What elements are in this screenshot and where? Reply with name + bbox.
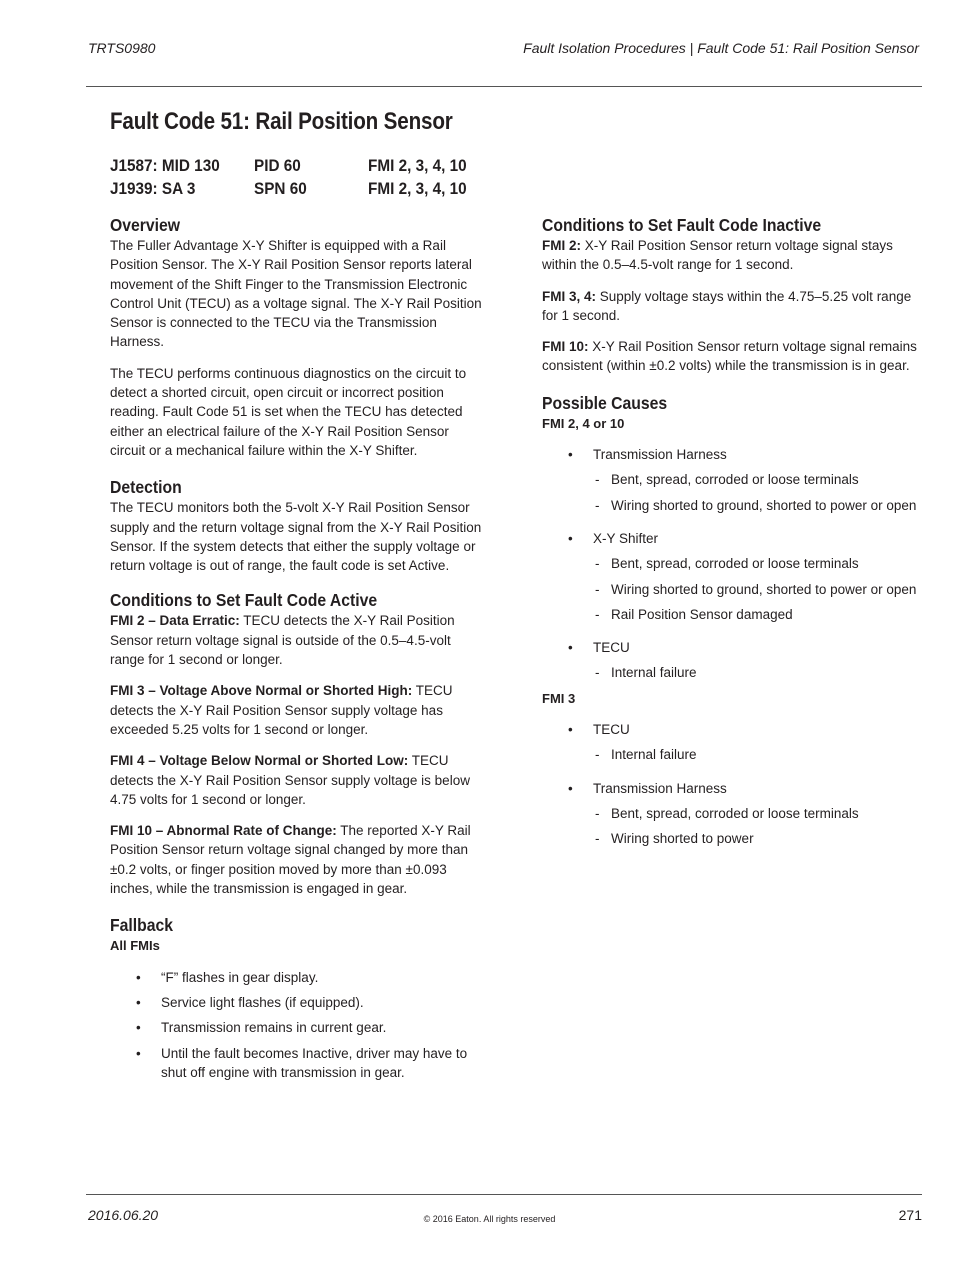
active-condition-lead: FMI 2 – Data Erratic: — [110, 613, 240, 629]
active-condition-lead: FMI 10 – Abnormal Rate of Change: — [110, 823, 337, 839]
footer-copyright: © 2016 Eaton. All rights reserved — [423, 1214, 556, 1224]
code-fmi: FMI 2, 3, 4, 10 — [368, 156, 467, 175]
right-column — [542, 214, 917, 855]
active-condition-lead: FMI 4 – Voltage Below Normal or Shorted Low: — [110, 753, 409, 769]
cause-sublist — [593, 745, 917, 764]
left-column — [110, 214, 485, 1088]
inactive-conditions-heading: Conditions to Set Fault Code Inactive — [542, 215, 822, 235]
code-standard: J1939: SA 3 — [110, 179, 196, 198]
cause-sublist — [593, 554, 917, 624]
list-item: • Until the fault becomes Inactive, driver may have to shut off engine with transmission in gear. — [110, 1044, 485, 1083]
inactive-condition-text: X-Y Rail Position Sensor return voltage signal remains consistent (within ±0.2 volts) while the transmission is in gear. — [542, 339, 917, 374]
page-title: Fault Code 51: Rail Position Sensor — [110, 108, 453, 135]
active-condition-text: TECU detects the X-Y Rail Position Sensor return voltage signal is outside of the 0.5–4.5-volt range for 1 second or longer. — [110, 613, 455, 668]
detection-paragraph: The TECU monitors both the 5-volt X-Y Rail Position Sensor supply and the return voltage signal from the X-Y Rail Position Sensor. If the system detects that either the supply voltage or return voltage is out of range, the fault code is set Active. — [110, 500, 482, 574]
cause-sublist — [593, 470, 917, 515]
active-conditions-heading: Conditions to Set Fault Code Active — [110, 590, 378, 611]
active-condition-lead: FMI 3 – Voltage Above Normal or Shorted High: — [110, 683, 413, 699]
fault-codes-table — [110, 154, 510, 200]
cause-subitem: - Bent, spread, corroded or loose terminals — [593, 804, 917, 823]
cause-item — [542, 445, 917, 515]
cause-subitem: - Wiring shorted to ground, shorted to power or open — [593, 496, 917, 515]
fallback-list — [110, 968, 485, 1082]
header-doc-id: TRTS0980 — [88, 40, 156, 56]
cause-name: Transmission Harness — [593, 780, 727, 796]
active-condition — [110, 611, 485, 669]
header-rule — [86, 86, 922, 87]
inactive-condition-text: Supply voltage stays within the 4.75–5.25 volt range for 1 second. — [542, 288, 912, 323]
possible-causes-heading: Possible Causes — [542, 392, 668, 413]
causes-list — [542, 720, 917, 848]
inactive-condition-text: X-Y Rail Position Sensor return voltage signal stays within the 0.5–4.5-volt range for 1 second. — [542, 238, 893, 273]
inactive-condition-lead: FMI 10: — [542, 339, 589, 355]
fault-code-row — [110, 177, 510, 200]
list-item: • Transmission remains in current gear. — [110, 1018, 485, 1037]
causes-list — [542, 445, 917, 683]
active-condition — [110, 681, 485, 739]
cause-name: X-Y Shifter — [593, 530, 659, 546]
inactive-condition-lead: FMI 2: — [542, 238, 581, 253]
inactive-condition — [542, 337, 917, 376]
overview-paragraph: The Fuller Advantage X-Y Shifter is equipped with a Rail Position Sensor. The X-Y Rail Position Sensor reports lateral movement of the Shift Finger to the Transmission Electronic Control Unit (TECU) as a voltage signal. The X-Y Rail Position Sensor is connected to the TECU via the Transmission Harness. — [110, 238, 482, 350]
cause-item — [542, 720, 917, 765]
footer-date: 2016.06.20 — [88, 1207, 159, 1223]
cause-name: Transmission Harness — [593, 447, 727, 463]
page-number: 271 — [898, 1207, 922, 1223]
cause-subitem: - Rail Position Sensor damaged — [593, 605, 917, 624]
code-param: PID 60 — [254, 156, 301, 175]
overview-paragraph: The TECU performs continuous diagnostics on the circuit to detect a shorted circuit, open circuit or incorrect position reading. Fault Code 51 is set when the TECU has detected either an electrical failure of the X-Y Rail Position Sensor circuit or a mechanical failure within the X-Y Shifter. — [110, 365, 467, 458]
code-standard: J1587: MID 130 — [110, 156, 220, 175]
cause-sublist — [593, 663, 917, 682]
cause-sublist — [593, 804, 917, 849]
cause-item — [542, 529, 917, 624]
overview-heading: Overview — [110, 215, 181, 235]
active-condition-text: TECU detects the X-Y Rail Position Sensor supply voltage is below 4.75 volts for 1 second or longer. — [110, 753, 470, 807]
cause-item — [542, 638, 917, 683]
inactive-condition — [542, 287, 917, 326]
detection-heading: Detection — [110, 477, 182, 498]
cause-subitem: - Bent, spread, corroded or loose terminals — [593, 470, 917, 489]
footer-rule — [86, 1194, 922, 1195]
cause-name: TECU — [593, 722, 630, 738]
fallback-subheading: All FMIs — [110, 938, 160, 954]
cause-subitem: - Internal failure — [593, 663, 917, 682]
inactive-condition-lead: FMI 3, 4: — [542, 288, 597, 304]
header-section: Fault Isolation Procedures | Fault Code 51: Rail Position Sensor — [523, 40, 919, 56]
cause-item — [542, 779, 917, 849]
list-item: • Service light flashes (if equipped). — [110, 993, 485, 1012]
active-condition-text: The reported X-Y Rail Position Sensor return voltage signal changed by more than ±0.2 volts, or finger position moved by more than ±0.093 inches, while the transmission is engaged in gear. — [110, 823, 471, 897]
fallback-heading: Fallback — [110, 915, 174, 936]
cause-name: TECU — [593, 640, 630, 656]
active-condition-text: TECU detects the X-Y Rail Position Sensor supply voltage has exceeded 5.25 volts for 1 second or longer. — [110, 683, 453, 737]
cause-subitem: - Bent, spread, corroded or loose terminals — [593, 554, 917, 573]
inactive-condition — [542, 236, 917, 275]
cause-subitem: - Wiring shorted to ground, shorted to power or open — [593, 580, 917, 599]
list-item: • “F” flashes in gear display. — [110, 968, 485, 987]
causes-group-label: FMI 3 — [542, 690, 576, 706]
active-condition — [110, 751, 485, 809]
code-param: SPN 60 — [254, 179, 307, 198]
fault-code-row — [110, 154, 510, 177]
active-condition — [110, 821, 485, 898]
cause-subitem: - Wiring shorted to power — [593, 829, 917, 848]
cause-subitem: - Internal failure — [593, 745, 917, 764]
code-fmi: FMI 2, 3, 4, 10 — [368, 179, 467, 198]
causes-group-label: FMI 2, 4 or 10 — [542, 415, 625, 431]
